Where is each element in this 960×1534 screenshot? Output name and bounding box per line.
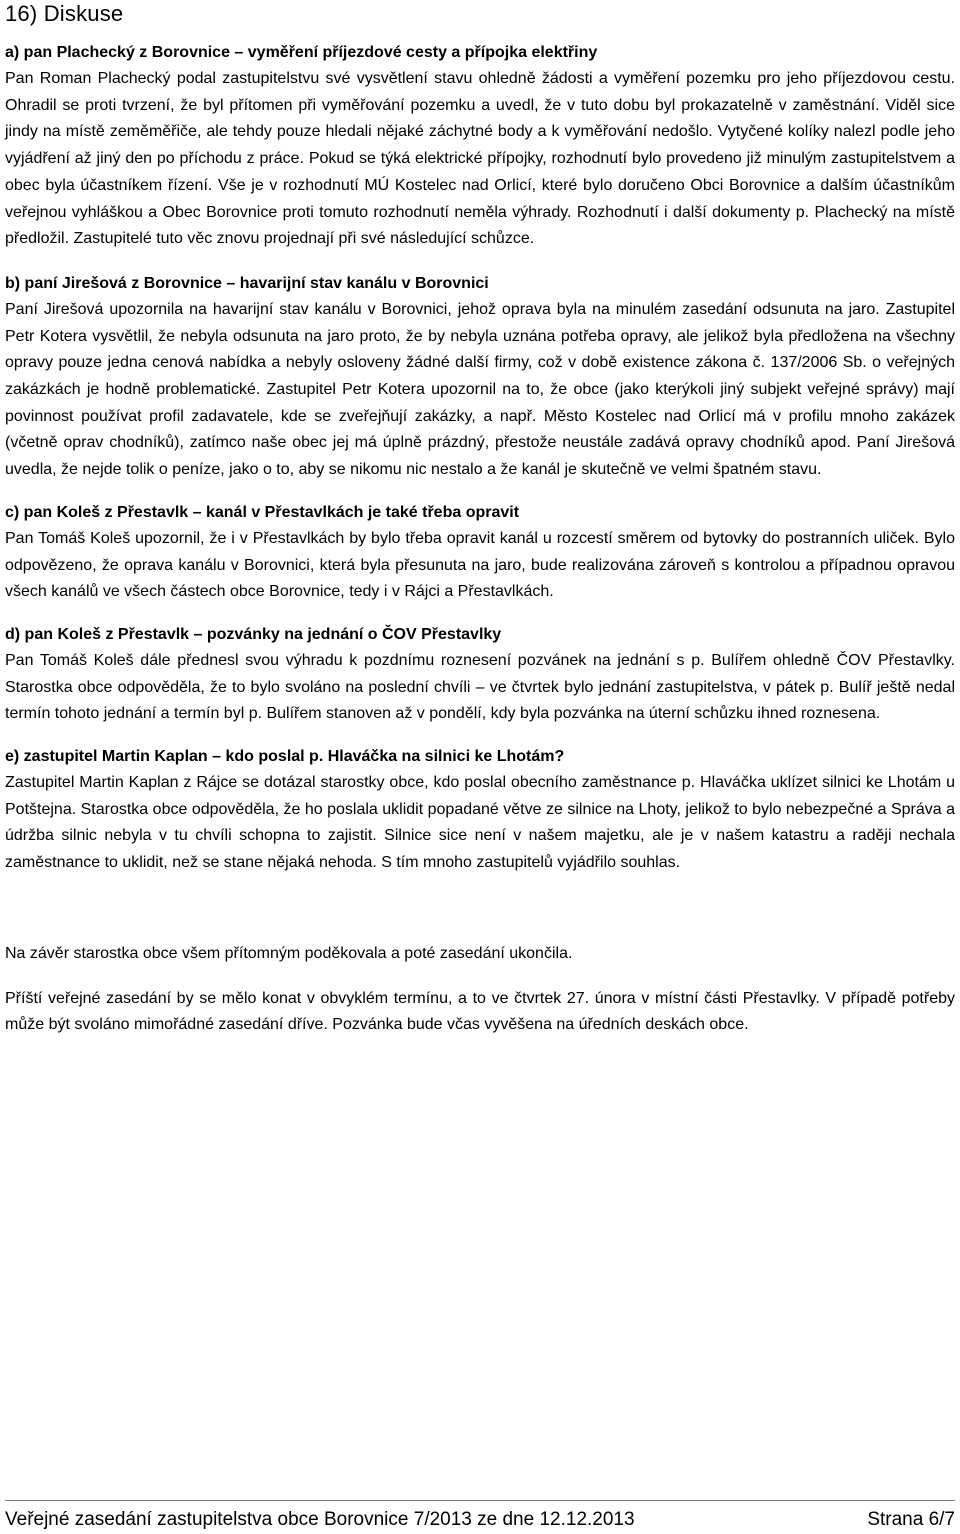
item-title: d) pan Koleš z Přestavlk – pozvánky na jednání o ČOV Přestavlky [5, 625, 502, 643]
closing-paragraph: Na závěr starostka obce všem přítomným poděkovala a poté zasedání ukončila. [5, 944, 573, 962]
item-text: Pan Tomáš Koleš upozornil, že i v Přestavlkách by bylo třeba opravit kanál u rozcestí směrem od bytovky do postranních uliček. Bylo odpovězeno, že oprava kanálu v Borovnici, která byla přesunuta na jaro, bude realizována zároveň s kontrolou a případnou opravou všech kanálů ve všech částech obce Borovnice, tedy i v Rájci a Přestavlkách. [5, 529, 955, 601]
item-text: Paní Jirešová upozornila na havarijní stav kanálu v Borovnici, jehož oprava byla na minulém zasedání odsunuta na jaro. Zastupitel Petr Kotera vysvětlil, že nebyla odsunuta na jaro proto, že by nebyla uznána potřeba opravy, ale jelikož byla předložena na všechny opravy pouze jedna cenová nabídka a nebyly osloveny žádné další firmy, což v době existence zákona č. 137/2006 Sb. o veřejných zakázkách je hodně problematické. Zastupitel Petr Kotera upozornil na to, že obce (jako kterýkoli jiný subjekt veřejné správy) mají povinnost používat profil zadavatele, kde se zveřejňují zakázky, a např. Město Kostelec nad Orlicí má v profilu mnoho zakázek (včetně oprav chodníků), zatímco naše obec jej má úplně prázdný, přestože neustále zadává opravy chodníků apod. Paní Jirešová uvedla, že nejde tolik o peníze, jako o to, aby se nikomu nic nestalo a že kanál je skutečně ve velmi špatném stavu. [5, 300, 955, 479]
discussion-item-b [5, 271, 955, 484]
item-title: b) paní Jirešová z Borovnice – havarijní stav kanálu v Borovnici [5, 274, 489, 292]
footer-page-number: Strana 6/7 [867, 1509, 955, 1530]
item-text: Zastupitel Martin Kaplan z Rájce se dotázal starostky obce, kdo poslal obecního zaměstnance p. Hlaváčka uklízet silnici ke Lhotám u Potštejna. Starostka obce odpověděla, že ho poslala uklidit popadané větve ze silnice na Lhoty, jelikož to bylo nebezpečné a Správa a údržba silnic nebyla v tu chvíli schopna to zajistit. Silnice sice není v našem majetku, ale je v našem katastru a raději nechala zaměstnance to uklidit, než se stane nějaká nehoda. S tím mnoho zastupitelů vyjádřilo souhlas. [5, 774, 955, 872]
item-title: a) pan Plachecký z Borovnice – vyměření příjezdové cesty a přípojka elektřiny [5, 44, 598, 61]
next-meeting-paragraph: Příští veřejné zasedání by se mělo konat v obvyklém termínu, a to ve čtvrtek 27. února v místní části Přestavlky. V případě potřeby může být svoláno mimořádné zasedání dříve. Pozvánka bude včas vyvěšena na úředních deskách obce. [5, 989, 955, 1034]
discussion-item-e [5, 744, 955, 877]
item-text: Pan Tomáš Koleš dále přednesl svou výhradu k pozdnímu roznesení pozvánek na jednání s p. Bulířem ohledně ČOV Přestavlky. Starostka obce odpověděla, že to bylo svoláno na poslední chvíli – ve čtvrtek bylo jednání zastupitelstva, v pátek p. Bulíř ještě nedal termín tohoto jednání a termín byl p. Bulířem stanoven až v pondělí, kdy byla pozvánka na úterní schůzku ihned roznesena. [5, 651, 955, 723]
discussion-item-a [5, 40, 955, 253]
item-title: e) zastupitel Martin Kaplan – kdo poslal p. Hlaváčka na silnici ke Lhotám? [5, 748, 565, 766]
page-footer [5, 1500, 955, 1534]
discussion-item-c [5, 500, 955, 606]
section-heading: 16) Diskuse [5, 1, 124, 26]
document-page [5, 0, 955, 1039]
discussion-item-d [5, 622, 955, 728]
footer-document-title: Veřejné zasedání zastupitelstva obce Borovnice 7/2013 ze dne 12.12.2013 [5, 1509, 635, 1530]
item-title: c) pan Koleš z Přestavlk – kanál v Přestavlkách je také třeba opravit [5, 503, 520, 521]
item-text: Pan Roman Plachecký podal zastupitelstvu své vysvětlení stavu ohledně žádosti a vyměření pozemku pro jeho příjezdovou cestu. Ohradil se proti tvrzení, že byl přítomen při vyměřování pozemku a uvedl, že v tuto dobu byl prokazatelně v zaměstnání. Viděl sice jindy na místě zeměměřiče, ale tehdy pouze hledali nějaké záchytné body a k vyměřování nedošlo. Vytyčené kolíky nalezl podle jeho vyjádření až jiný den po příchodu z práce. Pokud se týká elektrické přípojky, rozhodnutí bylo provedeno již minulým zastupitelstvem a obec byla účastníkem řízení. Vše je v rozhodnutí MÚ Kostelec nad Orlicí, které bylo doručeno Obci Borovnice a dalším účastníkům veřejnou vyhláškou a Obec Borovnice proti tomuto rozhodnutí neměla výhrady. Rozhodnutí i další dokumenty p. Plachecký na místě předložil. Zastupitelé tuto věc znovu projednají při své následující schůzce. [5, 70, 955, 248]
